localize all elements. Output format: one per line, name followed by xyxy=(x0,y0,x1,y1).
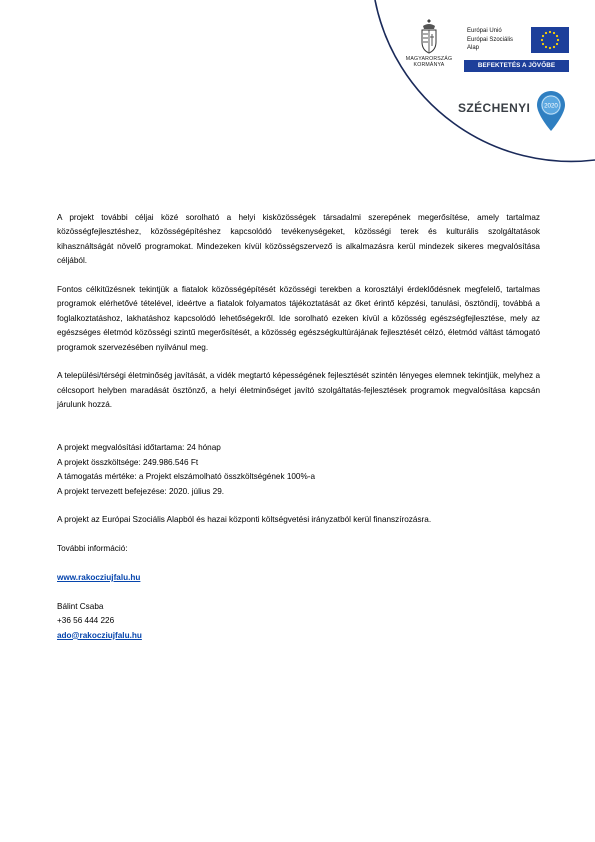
szechenyi-2020-pin-icon xyxy=(536,90,566,132)
szechenyi-logo-text: SZÉCHENYI xyxy=(458,101,531,115)
eu-flag-icon xyxy=(531,27,569,53)
hu-logo-line1: MAGYARORSZÁG xyxy=(405,56,453,62)
hu-logo-line2: KORMÁNYA xyxy=(413,62,445,68)
szechenyi-year: 2020 xyxy=(544,102,558,110)
hungarian-government-logo xyxy=(398,18,460,80)
fact-total-cost: A projekt összköltsége: 249.986.546 Ft xyxy=(57,457,199,467)
eu-text xyxy=(467,27,513,53)
more-info-label: További információ: xyxy=(57,544,128,554)
contact-phone: +36 56 444 226 xyxy=(57,616,115,626)
eu-banner: BEFEKTETÉS A JÖVŐBE xyxy=(464,60,569,72)
fact-support-rate: A támogatás mértéke: a Projekt elszámolható összköltségének 100%-a xyxy=(57,472,316,482)
eu-text-line1: Európai Unió xyxy=(467,28,502,34)
paragraph-goals: A projekt további céljai közé sorolható a helyi kisközösségek társadalmi szerepének megerősítése, amely tartalmaz közösségfejlesztéshez, közösségépítéshez kapcsolódó tevékenységeket, közösségi terek és kulturális szolgáltatások kihasználtságát növelő programokat. Mindezeken kívül közösségszervező is alkalmazásra kerül mindezek sikeres megvalósítása céljából. xyxy=(57,213,540,266)
website-link[interactable]: www.rakocziujfalu.hu xyxy=(57,573,141,583)
contact-name: Bálint Csaba xyxy=(57,601,104,611)
coat-of-arms-icon xyxy=(418,18,440,54)
paragraph-youth: Fontos célkitűzésnek tekintjük a fiatalok közösségépítését közösségi terekben a korosztályi érdeklődésnek megfelelő, tartalmas programok elérhetővé tételével, ideértve a fiatalok folyamatos tájékoztatását az őket érintő képzési, tanulási, ösztöndíj, továbbá a foglalkoztatáshoz, lakhatáshoz kapcsolódó lehetőségekről. Ide sorolható ezeken kívül a közösség egészségfejlesztése, mely az egészséges életmód közösségi szintű megerősítését, a közösség egészségkultúrájának fejlesztését célzó, életmód váltást támogató programok szervezésében nyilvánul meg. xyxy=(57,285,540,352)
paragraph-quality-of-life: A települési/térségi életminőség javítását, a vidék megtartó képességének fejlesztését szintén lényeges elemnek tekintjük, melyhez a célcsoport helyben maradását ösztönző, a helyi életminőséget javító szolgáltatás-fejlesztések programok megvalósítása kapcsán járulunk hozzá. xyxy=(57,371,540,410)
fact-duration: A projekt megvalósítási időtartama: 24 hónap xyxy=(57,443,221,453)
funding-statement: A projekt az Európai Szociális Alapból és hazai központi költségvetési irányzatból kerül finanszírozásra. xyxy=(57,515,432,525)
document-body xyxy=(57,211,540,643)
eu-text-line2: Európai Szociális xyxy=(467,36,514,43)
contact-email-link[interactable]: ado@rakocziujfalu.hu xyxy=(57,630,142,640)
eu-text-line3: Alap xyxy=(467,45,480,51)
fact-planned-end: A projekt tervezett befejezése: 2020. július 29. xyxy=(57,486,225,496)
